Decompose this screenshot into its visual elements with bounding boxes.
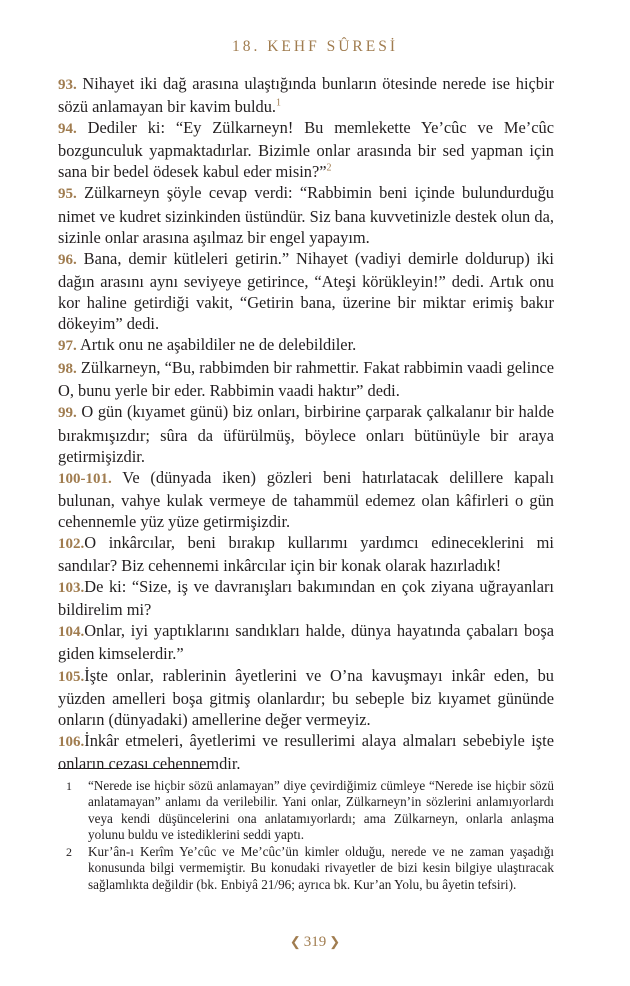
verse-number: 94. xyxy=(58,121,77,138)
verse-number: 102. xyxy=(58,535,85,552)
verse-105 xyxy=(58,665,554,730)
verse-text: Zülkarneyn, “Bu, rabbimden bir rahmettir. Fakat rabbimin vaadi gelince O, bunu yerle bir eder. Rabbimin vaadi haktır” dedi. xyxy=(58,358,554,401)
footnote-number: 1 xyxy=(66,779,72,793)
page-number-block xyxy=(0,934,630,951)
verse-text: Artık onu ne aşabildiler ne de delebildiler. xyxy=(79,335,357,355)
ornament-left-icon: ❮ xyxy=(289,934,301,949)
verse-number: 99. xyxy=(58,405,77,422)
verse-text: Onlar, iyi yaptıklarını sandıkları halde, dünya hayatında çabaları boşa giden kimselerdir.” xyxy=(58,621,554,664)
verse-number: 97. xyxy=(58,338,77,355)
verse-102 xyxy=(58,532,554,576)
page-number: 319 xyxy=(303,934,327,950)
verse-text: Dediler ki: “Ey Zülkarneyn! Bu memlekette Ye’cûc ve Me’cûc bozgunculuk yapmaktadırlar. Bizimle onlar arasında bir sed yapman için sana bir bedel ödesek kabul eder misin?” xyxy=(58,118,554,182)
verse-text: O gün (kıyamet günü) biz onları, birbirine çarparak çalkalanır bir halde bırakmışızdır; sûra da üfürülmüş, böylece onları bütünüyle bir araya getirmişizdir. xyxy=(58,402,554,466)
verse-number: 95. xyxy=(58,186,77,203)
verse-number: 105. xyxy=(58,668,85,685)
verse-98 xyxy=(58,357,554,401)
verse-94 xyxy=(58,117,554,182)
footnote-ref-1[interactable]: 1 xyxy=(276,97,282,109)
footnote-2 xyxy=(58,844,554,893)
verse-93 xyxy=(58,73,554,117)
verse-99 xyxy=(58,401,554,466)
ornament-right-icon: ❯ xyxy=(329,934,341,949)
verse-text: Zülkarneyn şöyle cevap verdi: “Rabbimin beni içinde bulundurduğu nimet ve kudret sizinkinden üstündür. Siz bana kuvvetinizle destek olun da, sizinle onlar arasına aşılmaz bir engel yapayım. xyxy=(58,183,554,247)
footnote-text: Kur’ân-ı Kerîm Ye’cûc ve Me’cûc’ün kimler olduğu, nerede ve ne zaman yaşadığı konusunda bilgi vermemiştir. Bu konudaki rivayetler de bizi kesin bilgiye ulaştıracak sağlamlıkta değildir (bk. Enbiyâ 21/96; ayrıca bk. Kur’an Yolu, bu âyetin tefsiri). xyxy=(88,844,554,892)
verse-number: 103. xyxy=(58,580,85,597)
verse-text: Ve (dünyada iken) gözleri beni hatırlatacak delillere kapalı bulunan, vahye kulak vermeye de tahammül edemez olan kâfirleri o gün cehennemle yüz yüze getirmişizdir. xyxy=(58,467,554,531)
verse-97 xyxy=(58,334,554,357)
footnotes xyxy=(58,778,554,894)
verse-text: O inkârcılar, beni bırakıp kullarımı yardımcı edineceklerini mi sandılar? Biz cehennemi inkârcılar için bir konak olarak hazırladık! xyxy=(58,532,554,576)
footnote-ref-2[interactable]: 2 xyxy=(326,162,332,174)
verse-number: 100-101. xyxy=(58,470,112,487)
footnote-text: “Nerede ise hiçbir sözü anlamayan” diye çevirdiğimiz cümleye “Nerede ise hiçbir sözü anlatamayan” anlamı da verilebilir. Yani onlar, Zülkarneyn’in sözlerini anlamıyorlardı veya kendi düşüncelerini ona anlatamıyorlardı; ama Zülkarneyn, onlarla anlaşma yolunu buldu ve istediklerini seddi yaptı. xyxy=(88,778,554,842)
verse-95 xyxy=(58,182,554,247)
verse-text: İnkâr etmeleri, âyetlerimi ve resullerimi alaya almaları sebebiyle işte onların cezası cehennemdir. xyxy=(58,730,554,773)
verse-number: 98. xyxy=(58,361,77,378)
footnote-divider xyxy=(58,768,208,769)
verse-text: De ki: “Size, iş ve davranışları bakımından en çok ziyana uğrayanları bildirelim mi? xyxy=(58,577,554,620)
running-header: 18. KEHF SÛRESİ xyxy=(231,38,398,55)
verse-text: Nihayet iki dağ arasına ulaştığında bunların ötesinde nerede ise hiçbir sözü anlamayan bir kavim buldu. xyxy=(58,74,554,117)
verse-104 xyxy=(58,620,554,664)
verse-text: Bana, demir kütleleri getirin.” Nihayet (vadiyi demirle doldurup) iki dağın arasını aynı seviyeye getirince, “Ateşi körükleyin!” dedi. Artık onu kor haline getirdiği vakit, “Getirin bana, üzerine bir miktar erimiş bakır dökeyim” dedi. xyxy=(58,248,554,334)
verse-100-101 xyxy=(58,467,554,532)
verse-number: 104. xyxy=(58,624,85,641)
verse-number: 93. xyxy=(58,77,77,93)
verse-96 xyxy=(58,248,554,334)
verse-number: 96. xyxy=(58,251,77,268)
verse-number: 106. xyxy=(58,733,85,750)
footnote-number: 2 xyxy=(66,845,72,860)
footnote-1 xyxy=(58,778,554,843)
verse-text: İşte onlar, rablerinin âyetlerini ve O’na kavuşmayı inkâr eden, bu yüzden amelleri boşa gitmiş olanlardır; bu sebeple biz kıyamet gününde onların (dünyadaki) amellerine değer vermeyiz. xyxy=(58,665,554,729)
verse-body xyxy=(58,73,554,774)
verse-103 xyxy=(58,576,554,620)
